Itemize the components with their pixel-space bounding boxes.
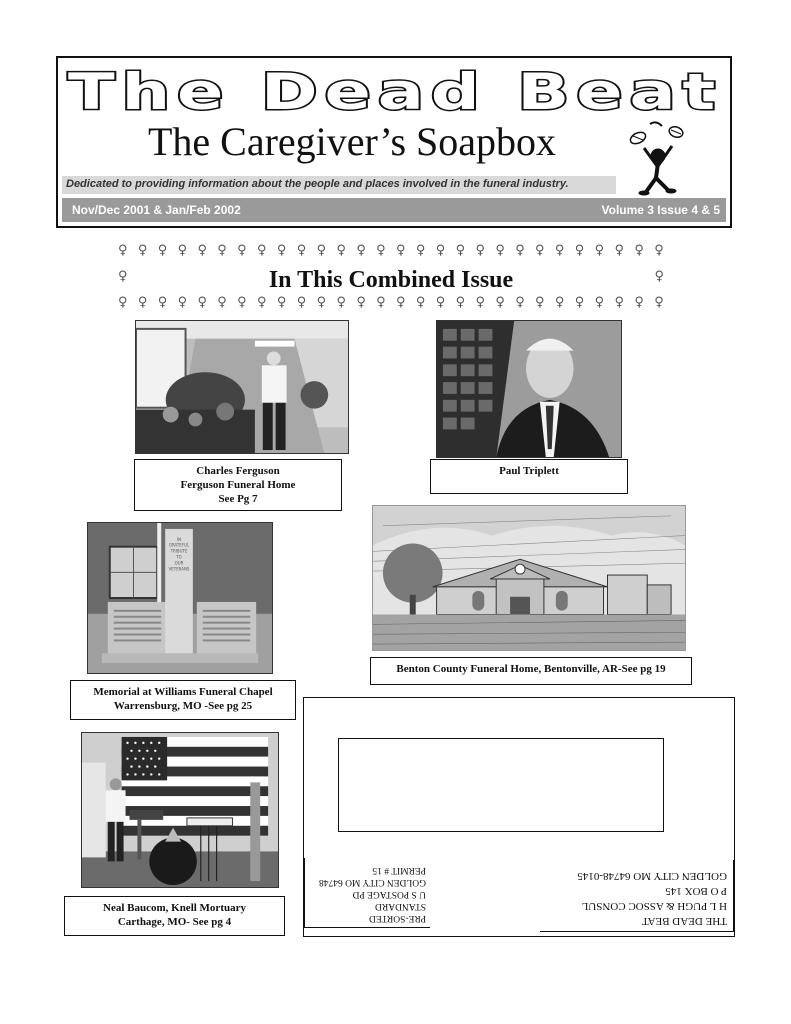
- person-figure-icon: ♀: [137, 295, 148, 310]
- person-figure-icon: ♀: [336, 243, 346, 258]
- caption-line: Charles Ferguson: [196, 465, 280, 477]
- person-figure-icon: ♀: [396, 295, 406, 310]
- person-figure-icon: ♀: [614, 295, 625, 310]
- person-figure-icon: ♀: [118, 243, 128, 258]
- newsletter-title: [62, 62, 728, 118]
- caption-line: Warrensburg, MO -See pg 25: [113, 700, 253, 712]
- person-figure-icon: ♀: [197, 243, 207, 258]
- memorial-inscription-line: TRIBUTE: [170, 548, 188, 554]
- person-figure-icon: ♀: [257, 243, 267, 258]
- issue-heading-frame: [118, 243, 664, 313]
- person-figure-icon: ♀: [217, 295, 227, 310]
- person-figure-icon: ♀: [634, 295, 644, 310]
- address-line: P O BOX 145: [665, 885, 727, 897]
- baucom-caption: [64, 896, 285, 936]
- return-address: [540, 860, 734, 932]
- person-figure-icon: ♀: [435, 295, 446, 310]
- person-figure-icon: ♀: [475, 243, 485, 258]
- juggling-stick-figure-icon: [624, 118, 688, 196]
- person-figure-icon: ♀: [376, 243, 386, 258]
- figure-border-right: ♀: [654, 269, 664, 284]
- person-figure-icon: ♀: [396, 243, 406, 258]
- person-figure-icon: ♀: [455, 243, 466, 258]
- memorial-inscription-line: IN: [176, 536, 182, 542]
- person-figure-icon: ♀: [515, 243, 525, 258]
- figure-border-bottom: [118, 295, 664, 311]
- memorial-photo: [87, 522, 273, 674]
- figure-border-top: [118, 243, 664, 259]
- address-line: THE DEAD BEAT: [642, 915, 727, 927]
- person-figure-icon: ♀: [574, 243, 585, 258]
- person-figure-icon: ♀: [376, 295, 386, 310]
- person-figure-icon: ♀: [197, 295, 207, 310]
- person-figure-icon: ♀: [634, 243, 644, 258]
- memorial-inscription-line: GRATEFUL: [168, 542, 190, 548]
- person-figure-icon: ♀: [574, 295, 585, 310]
- person-figure-icon: ♀: [296, 243, 307, 258]
- person-figure-icon: ♀: [495, 295, 505, 310]
- newsletter-subtitle: The Caregiver’s Soapbox: [147, 119, 557, 164]
- caption-line: Benton County Funeral Home, Bentonville, AR-See pg 19: [396, 663, 666, 675]
- indicia-line: PERMIT # 15: [372, 865, 426, 875]
- caption-line: See Pg 7: [218, 493, 258, 505]
- person-figure-icon: ♀: [356, 295, 366, 310]
- person-figure-icon: ♀: [535, 295, 545, 310]
- person-figure-icon: ♀: [296, 295, 307, 310]
- person-figure-icon: ♀: [475, 295, 485, 310]
- person-figure-icon: ♀: [554, 295, 565, 310]
- newsletter-title-text: The Dead Beat: [68, 63, 722, 118]
- mailing-panel: [303, 697, 735, 937]
- person-figure-icon: ♀: [217, 243, 227, 258]
- issue-date: Nov/Dec 2001 & Jan/Feb 2002: [72, 203, 241, 217]
- postage-indicia: [304, 858, 430, 928]
- person-figure-icon: ♀: [654, 243, 664, 258]
- memorial-inscription-line: TO: [176, 554, 182, 560]
- person-figure-icon: ♀: [177, 243, 188, 258]
- person-figure-icon: ♀: [177, 295, 188, 310]
- person-figure-icon: ♀: [654, 295, 664, 310]
- caption-line: Carthage, MO- See pg 4: [117, 916, 232, 928]
- person-figure-icon: ♀: [237, 295, 247, 310]
- person-figure-icon: ♀: [495, 243, 505, 258]
- person-figure-icon: ♀: [455, 295, 466, 310]
- indicia-line: U S POSTAGE PD: [352, 889, 426, 899]
- volume-issue: Volume 3 Issue 4 & 5: [601, 203, 720, 217]
- person-figure-icon: ♀: [157, 243, 168, 258]
- person-figure-icon: ♀: [554, 243, 565, 258]
- indicia-line: STANDARD: [375, 901, 426, 911]
- person-figure-icon: ♀: [535, 243, 545, 258]
- indicia-line: PRE-SORTED: [369, 913, 426, 923]
- address-line: H L PUGH & ASSOC CONSUL: [581, 900, 727, 912]
- mailing-label-window: [338, 738, 664, 832]
- person-figure-icon: ♀: [257, 295, 267, 310]
- figure-border-left: ♀: [118, 269, 128, 284]
- baucom-photo: [81, 732, 279, 888]
- person-figure-icon: ♀: [157, 295, 168, 310]
- indicia-line: GOLDEN CITY MO 64748: [318, 877, 426, 887]
- person-figure-icon: ♀: [515, 295, 525, 310]
- benton-caption: [370, 657, 692, 685]
- issue-heading: In This Combined Issue: [268, 267, 514, 293]
- person-figure-icon: ♀: [614, 243, 625, 258]
- ferguson-caption: [134, 459, 342, 511]
- person-figure-icon: ♀: [415, 243, 426, 258]
- memorial-inscription-line: OUR: [174, 560, 184, 566]
- triplett-photo: [436, 320, 622, 458]
- benton-sketch: [372, 505, 686, 651]
- person-figure-icon: ♀: [316, 243, 327, 258]
- person-figure-icon: ♀: [137, 243, 148, 258]
- dedication-text: Dedicated to providing information about the people and places involved in the funeral industry.: [66, 178, 569, 190]
- memorial-caption: [70, 680, 296, 720]
- person-figure-icon: ♀: [356, 243, 366, 258]
- ferguson-photo: [135, 320, 349, 454]
- masthead: [56, 56, 732, 228]
- person-figure-icon: ♀: [336, 295, 346, 310]
- person-figure-icon: ♀: [118, 295, 128, 310]
- person-figure-icon: ♀: [237, 243, 247, 258]
- caption-line: Memorial at Williams Funeral Chapel: [93, 686, 273, 698]
- person-figure-icon: ♀: [594, 295, 605, 310]
- person-figure-icon: ♀: [415, 295, 426, 310]
- address-line: GOLDEN CITY MO 64748-0145: [577, 870, 727, 882]
- person-figure-icon: ♀: [316, 295, 327, 310]
- person-figure-icon: ♀: [276, 295, 287, 310]
- caption-line: Ferguson Funeral Home: [180, 479, 296, 491]
- person-figure-icon: ♀: [276, 243, 287, 258]
- triplett-caption: [430, 459, 628, 494]
- person-figure-icon: ♀: [594, 243, 605, 258]
- person-figure-icon: ♀: [435, 243, 446, 258]
- caption-line: Neal Baucom, Knell Mortuary: [103, 902, 246, 914]
- caption-line: Paul Triplett: [499, 465, 559, 477]
- memorial-inscription-line: VETERANS: [168, 566, 190, 572]
